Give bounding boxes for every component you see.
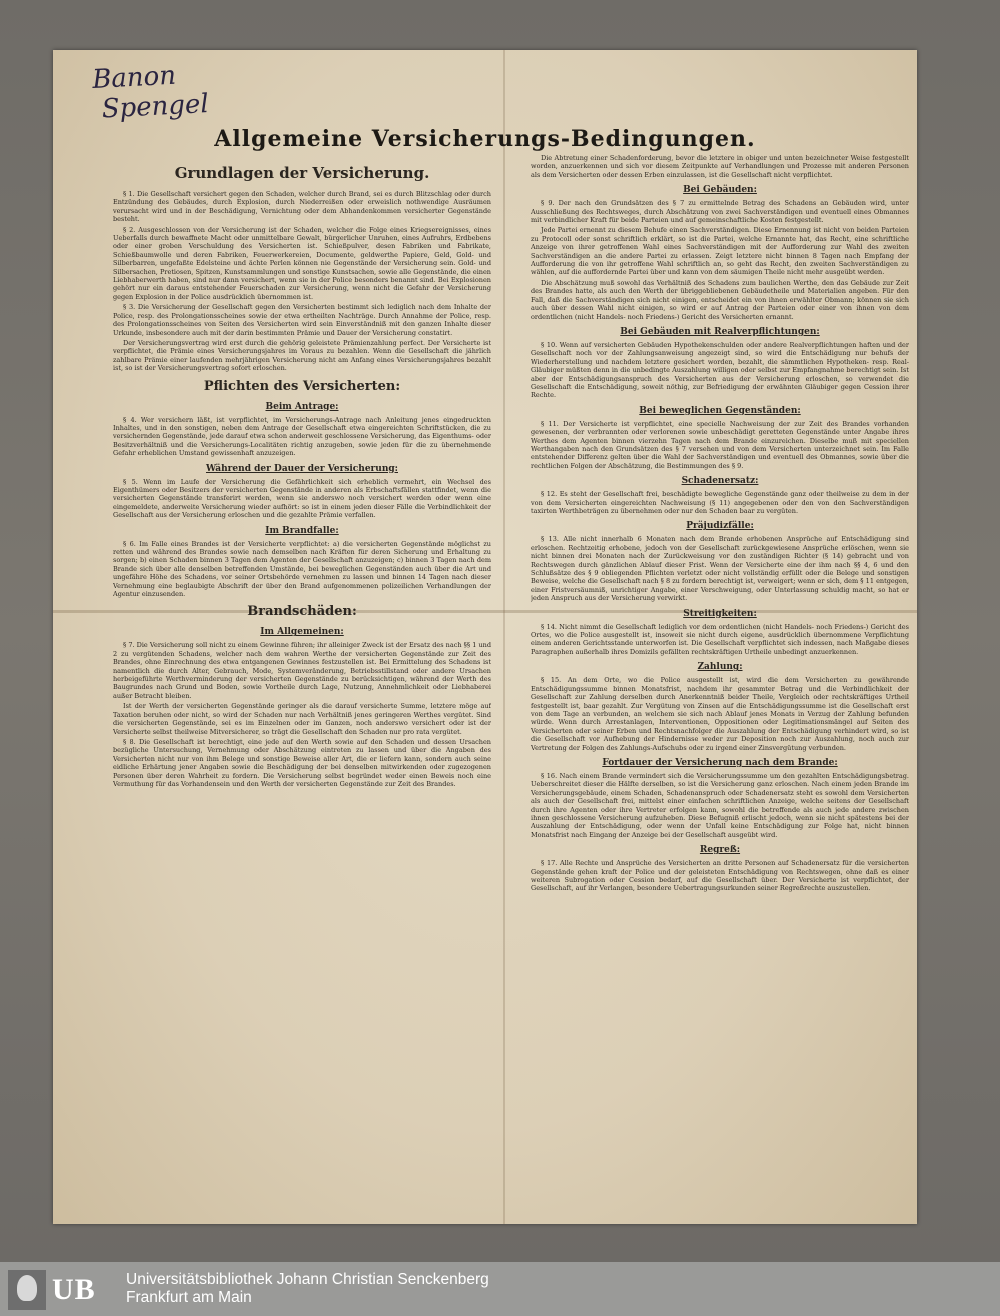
library-logo <box>8 1270 120 1310</box>
heading-schadenersatz: Schadenersatz: <box>681 476 759 487</box>
paragraph: § 14. Nicht nimmt die Gesellschaft lediglich vor dem ordentlichen (nicht Handels- noch Friedens-) Gericht des Ortes, wo die Police ausgestellt ist, insoweit sie nicht durch eigene, ausdrücklich übernommene Verpflichtung einem anderen Gerichtsstande unterworfen ist. Die Gesellschaft verpflichtet sich indessen, nach Maßgabe dieses Paragraphen außerhalb ihres Domizils gefällten rechtskräftigen Urtheile unbedingt anzuerkennen. <box>531 622 909 656</box>
paragraph: § 16. Nach einem Brande vermindert sich die Versicherungssumme um den gezahlten Entschädigungsbetrag. Ueberschreitet dieser die Hälfte derselben, so ist die Versicherung ganz erloschen. Nach einem jeden Brande im Versicherungsgebäude, einem Schaden, Schadenanspruch oder Schadenersatz steht es sowohl dem Versicherten als auch der Gesellschaft frei, mittelst einer einfachen schriftlichen Anzeige, welche seitens der Gesellschaft durch ihre Agenten oder ihre Vertreter erfolgen kann, sowohl die betreffende als auch jede andere zwischen ihnen geschlossene Versicherung aufzuheben. Diese Befugniß erlischt jedoch, wenn sie nicht spätestens bei der Auszahlung der Entschädigung, oder wenn der Unfall keine Entschädigung zur Folge hat, nicht binnen Monatsfrist nach Eingang der Anzeige bei der Gesellschaft ausgeübt wird. <box>531 771 909 839</box>
institution-line-2: Frankfurt am Main <box>126 1289 252 1306</box>
heading-grundlagen: Grundlagen der Versicherung. <box>174 164 430 182</box>
logo-text: UB <box>52 1273 96 1306</box>
heading-pflichten: Pflichten des Versicherten: <box>203 378 401 394</box>
right-column <box>531 154 909 895</box>
portrait-icon <box>8 1270 46 1310</box>
institution-line-1: Universitätsbibliothek Johann Christian Senckenberg <box>126 1271 489 1288</box>
paragraph: § 6. Im Falle eines Brandes ist der Versicherte verpflichtet: a) die versicherten Gegenstände möglichst zu retten und während des Brandes sowie nach demselben nach Kräften für deren Sicherung und Erhaltung zu sorgen; b) einen Schaden binnen 3 Tagen dem Agenten der Gesellschaft anzuzeigen; c) binnen 3 Tagen nach dem Brande sich über alle denselben betreffenden Umstände, bei beweglichen Gegenständen auch über die Art und ungefähre Höhe des Schadens, vor seiner Ortsbehörde vernehmen zu lassen und binnen 14 Tagen nach dieser Vernehmung eine beglaubigte Abschrift der über den Brand aufgenommenen polizeilichen Verhandlungen der Agentur einzusenden. <box>113 539 491 599</box>
handwritten-note <box>92 59 210 125</box>
paragraph: § 7. Die Versicherung soll nicht zu einem Gewinne führen; ihr alleiniger Zweck ist der Ersatz des nach §§ 1 und 2 zu vergütenden Schadens, welcher nach dem wahren Werthe der versicherten Gegenstände zur Zeit des Brandes, ohne Einrechnung des etwa entgangenen Gewinnes festzustellen ist. Bei Ermittelung des Schadens ist namentlich die durch Alter, Gebrauch, Mode, Systemveränderung, Betriebsstillstand oder andere Ursachen herbeigeführte Werthverminderung der versicherten Gegenstände zu berücksichtigen, während der Werth des Baugrundes nach Grund und Boden, sowie Vortheile durch Lage, Nutzung, Annehmlichkeit oder Liebhaberei außer Betracht bleiben. <box>113 641 491 700</box>
heading-brandfalle: Im Brandfalle: <box>265 525 339 536</box>
paragraph: § 2. Ausgeschlossen von der Versicherung ist der Schaden, welcher die Folge eines Kriegsereignisses, eines Ueberfalls durch bewaffnete Macht oder unmittelbare Gewalt, bürgerlicher Unruhen, eines Aufruhrs, Erdbebens oder einer groben Verschuldung des Versicherten ist. Schießpulver, desen Fabriken und Fabrikate, Schießbaumwolle und deren Fabriken, Feuerwerkereien, Documente, geldwerthe Papiere, Geld, Gold- und Silberbarren, ungefaßte Edelsteine und ächte Perlen können nie Gegenstände der Versicherung sein. Gold- und Silbersachen, Pretiosen, Spitzen, Kunstsammlungen und sonstige Kunstsachen, sowie alle Gegenstände, die einen Liebhaberwerth haben, sind nur dann versichert, wenn sie in der Police besonders benannt sind. Bei Explosionen gehört nur ein daraus entstehender Feuerschaden zur Versicherung, wenn nicht die Gefahr der Versicherung gegen Explosion in der Police ausdrücklich übernommen ist. <box>113 225 491 301</box>
heading-dauer: Während der Dauer der Versicherung: <box>205 463 398 474</box>
paragraph: § 11. Der Versicherte ist verpflichtet, eine specielle Nachweisung der zur Zeit des Brandes vorhanden gewesenen, der verbrannten oder verlorenen sowie unbeschädigt geretteten Gegenstände unter Angabe ihres Werthes dem Agenten binnen vierzehn Tagen nach dem Brande einzureichen. Dieselbe muß mit speciellen Werthangaben nach den Grundsätzen des § 7 versehen und von dem Versicherten unterzeichnet sein. Im Falle entstehender Differenz gelten über die Wahl der Sachverständigen und eventuell des Obmannes, sowie über die rechtlichen Folgen der Abschätzung, die Bestimmungen des § 9. <box>531 419 909 470</box>
paragraph: § 10. Wenn auf versicherten Gebäuden Hypothekenschulden oder andere Realverpflichtungen haften und der Gesellschaft noch vor der Zahlungsanweisung angezeigt sind, so wird die Entschädigung nur behufs der Wiederherstellung und nachdem letztere gesichert worden, bezahlt, die sämmtlichen Hypotheken- resp. Real-Gläubiger müßten denn in die unbedingte Auszahlung willigen oder selbst zur Empfangnahme berechtigt sein. Ist aber der Entschädigungsanspruch des Versicherten aus der Versicherung erloschen, so verwendet die Gesellschaft die Entschädigung, soweit nöthig, zur Befriedigung der erwähnten Gläubiger gegen Cession ihrer Rechte. <box>531 340 909 400</box>
heading-regress: Regreß: <box>699 845 741 856</box>
heading-gebaeude: Bei Gebäuden: <box>683 185 757 196</box>
heading-realverpflichtungen: Bei Gebäuden mit Realverpflichtungen: <box>620 326 820 337</box>
footer-bar <box>0 1262 1000 1316</box>
heading-streitigkeiten: Streitigkeiten: <box>683 608 757 619</box>
paragraph: § 15. An dem Orte, wo die Police ausgestellt ist, wird die dem Versicherten zu gewährende Entschädigungssumme binnen Monatsfrist, nachdem ihr gesammter Betrag und die Verbindlichkeit der Gesellschaft zur Zahlung derselben durch Anerkenntniß beider Theile, Vergleich oder rechtskräftiges Urtheil festgestellt ist, baar gezahlt. Zur Vergütung von Zinsen auf die Entschädigungssumme ist die Gesellschaft erst von dem Tage an verbunden, an welchem sie sich nach Ablauf jenes Monats in Verzug der Zahlung befunden würde. Wenn durch Arrestanlagen, Interventionen, Oppositionen oder Legitimationsmängel auf Seiten des Versicherten oder seiner Erben und Rechtsnachfolger die Auszahlung der Entschädigung verhindert wird, so ist die Gesellschaft vor Aufhebung der Hindernisse weder zur Deposition noch zur Auszahlung, noch auch zur Vertretung der Folgen des Zahlungs-Aufschubs oder zu irgend einer Zinsvergütung verbunden. <box>531 676 909 752</box>
heading-bewegliche: Bei beweglichen Gegenständen: <box>639 405 801 416</box>
paragraph: § 3. Die Versicherung der Gesellschaft gegen den Versicherten bestimmt sich lediglich nach dem Inhalte der Police, resp. des Prolongationsscheines sowie der etwa ertheilten Nachträge. Durch Annahme der Police, resp. des Prolongationsscheines von Seiten des Versicherten wird sein Einverständniß mit den ganzen Inhalte dieser Urkunde, insbesondere auch mit der darin bestimmten Prämie und Dauer der Versicherung constatirt. <box>113 303 491 337</box>
paragraph: § 9. Der nach den Grundsätzen des § 7 zu ermittelnde Betrag des Schadens an Gebäuden wird, unter Ausschließung des Rechtsweges, durch Abschätzung von zwei Sachverständigen und eventuell eines Obmannes mit verbindlicher Kraft für beide Parteien und auf gemeinschaftliche Kosten festgestellt. <box>531 199 909 225</box>
paragraph: § 8. Die Gesellschaft ist berechtigt, eine jede auf den Werth sowie auf den Schaden und dessen Ursachen bezügliche Untersuchung, Vernehmung oder Abschätzung eintreten zu lassen und über die Angaben des Versicherten nicht nur von ihm Belege und sonstige Beweise aller Art, die er liefern kann, sondern auch seine eidliche Erhärtung jener Angaben sowie die Beschädigung der bei denselben mitwirkenden oder zugezogenen Personen über deren Wahrheit zu fordern. Die Versicherung selbst begründet weder einen Beweis noch eine Vermuthung für das Vorhandensein und den Werth der versicherten Gegenstände zur Zeit des Brandes. <box>113 737 491 788</box>
heading-antrag: Beim Antrage: <box>265 401 339 412</box>
paragraph: § 1. Die Gesellschaft versichert gegen den Schaden, welcher durch Brand, sei es durch Blitzschlag oder durch Entzündung des Gebäudes, durch Explosion, durch Niederreißen oder erweislich nothwendige Ausräumen verursacht wird und in der Beschädigung, Vernichtung oder dem Abhandenkommen versicherter Gegenstände besteht. <box>113 190 491 224</box>
vertical-fold <box>503 50 505 1224</box>
document-sheet <box>53 50 917 1224</box>
handwritten-line-1: Banon <box>91 60 177 96</box>
paragraph: Die Abtretung einer Schadenforderung, bevor die letztere in obiger und unten bezeichneter Weise festgestellt worden, anzuerkennen und sich vor diesem Zeitpunkte auf Verhandlungen und Prozesse mit anderen Personen als dem Versicherten oder dessen Erben einzulassen, ist die Gesellschaft nicht verpflichtet. <box>531 154 909 179</box>
heading-praejudiz: Präjudizfälle: <box>686 521 754 532</box>
paragraph: § 13. Alle nicht innerhalb 6 Monaten nach dem Brande erhobenen Ansprüche auf Entschädigung sind erloschen. Rechtzeitig erhobene, jedoch von der Gesellschaft zurückgewiesene Ansprüche erlöschen, wenn sie nicht binnen drei Monaten nach der Zurückweisung vor den zuständigen Richter (§ 14) gebracht und von Rechtswegen durch gänzlichen Ablauf dieser Frist. Wenn der Versicherte eine der ihm nach §§ 4, 6 und den Schlußsätze des § 9 obliegenden Pflichten verletzt oder nicht vollständig erfüllt oder die Belege und sonstigen Beweise, welche die Gesellschaft nach § 8 zu fordern berechtigt ist, verweigert; wenn er sich, dem § 11 entgegen, einer Fristversäumniß, unrichtiger Angabe, einer Verschweigung, oder Unterlassung schuldig macht, so hat er jeden Anspruch aus der Versicherung verwirkt. <box>531 535 909 603</box>
heading-zahlung: Zahlung: <box>697 662 743 673</box>
left-column <box>113 158 491 790</box>
handwritten-line-2: Spengel <box>101 88 210 125</box>
heading-brandschaeden: Brandschäden: <box>247 604 357 620</box>
paragraph: § 17. Alle Rechte und Ansprüche des Versicherten an dritte Personen auf Schadenersatz für die versicherten Gegenstände gehen kraft der Police und der geleisteten Entschädigung von Rechtswegen, ohne daß es einer weiteren Subrogation oder Cession bedarf, auf die Gesellschaft über. Der Versicherte ist verpflichtet, der Gesellschaft, auf ihr Verlangen, besondere Uebertragungsurkunden seiner Regreßrechte auszustellen. <box>531 859 909 893</box>
paragraph: Der Versicherungsvertrag wird erst durch die gehörig geleistete Prämienzahlung perfect. Der Versicherte ist verpflichtet, die Prämie eines Versicherungsjahres im Voraus zu bezahlen. Wenn die Gesellschaft die jährlich zahlbare Prämie einer laufenden mehrjährigen Versicherung nicht am Anfang eines Versicherungsjahres bezahlt ist, so ist der Versicherungsvertrag sofort erloschen. <box>113 338 491 373</box>
paragraph: Die Abschätzung muß sowohl das Verhältniß des Schadens zum baulichen Werthe, den das Gebäude zur Zeit des Brandes hatte, als auch den Werth der übriggebliebenen Gebäudetheile und Materialien angeben. Für den Fall, daß die Sachverständigen sich nicht einigen, entscheidet ein von ihnen erwählter Obmann; können sie sich auch über dessen Wahl nicht einigen, so wird er auf Antrag der Parteien oder einer von ihnen von dem ordentlichen (nicht Handels- noch Friedens-) Gericht des Versicherten ernannt. <box>531 278 909 321</box>
paragraph: Ist der Werth der versicherten Gegenstände geringer als die darauf versicherte Summe, letztere möge auf Taxation beruhen oder nicht, so wird der Schaden nur nach Verhältniß jenes geringeren Werthes vergütet. Sind die versicherten Gegenstände, sei es im Einzelnen oder im Ganzen, noch anderswo versichert oder ist der Versicherte selbst theilweise Mitversicherer, so trägt die Gesellschaft den Schaden nur pro rata vergütet. <box>113 702 491 736</box>
document-title: Allgemeine Versicherungs-Bedingungen. <box>214 126 756 152</box>
heading-allgemeinen: Im Allgemeinen: <box>260 627 344 638</box>
heading-fortdauer: Fortdauer der Versicherung nach dem Brande: <box>602 757 838 768</box>
paragraph: § 12. Es steht der Gesellschaft frei, beschädigte bewegliche Gegenstände ganz oder theilweise zu dem in der von dem Versicherten eingereichten Nachweisung (§ 11) angegebenen oder den von den Sachverständigen taxirten Werthbeträgen zu übernehmen oder nur den Schaden baar zu vergüten. <box>531 490 909 515</box>
institution-name <box>126 1271 489 1307</box>
paragraph: § 4. Wer versichern läßt, ist verpflichtet, im Versicherungs-Antrage nach Anleitung jenes eingedruckten Inhaltes, und in den sonstigen, neben dem Antrage der Gesellschaft etwa eingereichten Schriftstücken, die zu versichernden Gegenstände, jede darauf etwa schon anderweit geschlossene Versicherung, das Eigenthums- oder Besitzverhältniß und die Versicherungs-Localitäten richtig anzugeben, sowie jeden für die zu übernehmende Gefahr erheblichen Umstand gewissenhaft anzuzeigen. <box>113 415 491 458</box>
paragraph: Jede Partei ernennt zu diesem Behufe einen Sachverständigen. Diese Ernennung ist nicht von beiden Parteien zu Protocoll oder sonst schriftlich erklärt, so ist die Partei, welche Ernannte hat, das Recht, eine schriftliche Anzeige von ihrer getroffenen Wahl eines Sachverständigen mit der Aufforderung zur Wahl des zweiten Sachverständigen an die andere Partei zu erlassen. Zeigt letztere nicht binnen 8 Tagen nach Empfang der Aufforderung die von ihr getroffene Wahl schriftlich an, so geht das Recht, den zweiten Sachverständigen zu wählen, auf die auffordernde Partei über und kann von dem säumigen Theile nicht mehr ausgeübt werden. <box>531 226 909 277</box>
paragraph: § 5. Wenn im Laufe der Versicherung die Gefährlichkeit sich erheblich vermehrt, ein Wechsel des Eigenthümers oder Besitzers der versicherten Gegenstände in anderen als Erbschaftsfällen stattfindet, wenn die versicherten Gegenstände transferirt werden, wenn sie anderswo noch versichert werden oder wenn eine eingemeldete, anderweite Versicherung wieder aufhört: so ist in einem jeden dieser Fälle die Verbindlichkeit der Gesellschaft aus der Versicherung erloschen und die gezahlte Prämie verfallen. <box>113 477 491 520</box>
